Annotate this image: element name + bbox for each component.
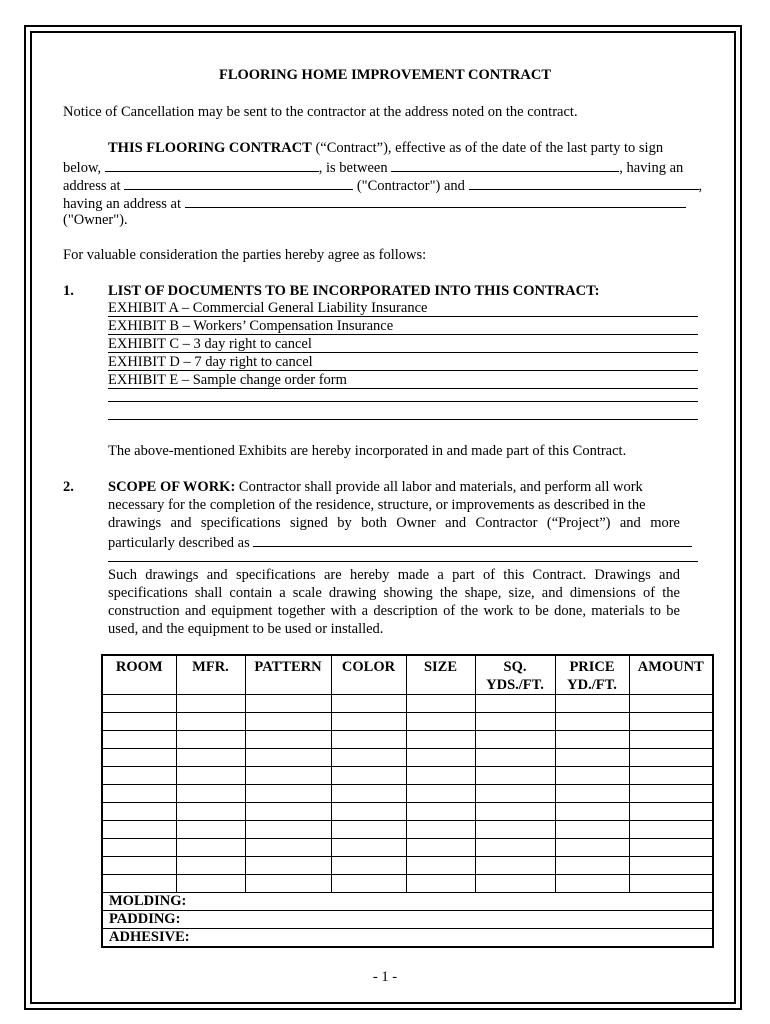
table-cell[interactable] — [555, 749, 629, 767]
header-amount: AMOUNT — [629, 655, 713, 695]
table-row — [102, 785, 713, 803]
table-cell[interactable] — [176, 839, 245, 857]
table-cell[interactable] — [176, 875, 245, 893]
table-cell[interactable] — [555, 839, 629, 857]
table-row — [102, 857, 713, 875]
table-cell[interactable] — [102, 749, 176, 767]
table-cell[interactable] — [406, 749, 475, 767]
intro-bold-lead: THIS FLOORING CONTRACT — [108, 140, 312, 156]
project-description-blank[interactable] — [253, 532, 692, 547]
table-row — [102, 875, 713, 893]
section-1-heading: LIST OF DOCUMENTS TO BE INCORPORATED INTO THIS CONTRACT: — [108, 283, 600, 299]
cancellation-notice: Notice of Cancellation may be sent to the contractor at the address noted on the contract. — [63, 104, 578, 120]
table-cell[interactable] — [629, 767, 713, 785]
table-row — [102, 803, 713, 821]
header-room: ROOM — [102, 655, 176, 695]
table-cell[interactable] — [102, 821, 176, 839]
intro-owner-address-label: having an address at — [63, 196, 185, 212]
owner-address-blank[interactable] — [185, 193, 686, 208]
drawings-paragraph: Such drawings and specifications are hereby made a part of this Contract. Drawings and specifications shall contain a scale drawing showing the shape, size, and dimensions of the construction and equipment together with a description of the work to be done, materials to be used, and the equipment to be used or installed. — [108, 567, 680, 637]
adhesive-label[interactable]: ADHESIVE: — [102, 929, 713, 948]
table-cell[interactable] — [245, 713, 331, 731]
padding-label[interactable]: PADDING: — [102, 911, 713, 929]
table-cell[interactable] — [475, 785, 555, 803]
table-cell[interactable] — [475, 875, 555, 893]
table-cell[interactable] — [331, 785, 406, 803]
table-cell[interactable] — [245, 875, 331, 893]
table-cell[interactable] — [406, 839, 475, 857]
table-row — [102, 713, 713, 731]
table-cell[interactable] — [245, 695, 331, 713]
intro-line-2 — [63, 157, 683, 177]
table-row — [102, 821, 713, 839]
table-cell[interactable] — [331, 803, 406, 821]
table-cell[interactable] — [555, 821, 629, 839]
intro-address-label: address at — [63, 178, 125, 194]
table-cell[interactable] — [406, 785, 475, 803]
header-mfr: MFR. — [176, 655, 245, 695]
table-cell[interactable] — [176, 695, 245, 713]
table-cell[interactable] — [331, 713, 406, 731]
table-cell[interactable] — [475, 857, 555, 875]
table-cell[interactable] — [245, 839, 331, 857]
section-1-number: 1. — [63, 283, 74, 299]
date-blank[interactable] — [105, 157, 319, 172]
table-cell[interactable] — [555, 767, 629, 785]
contractor-name-blank[interactable] — [391, 157, 619, 172]
exhibits-closing: The above-mentioned Exhibits are hereby incorporated in and made part of this Contract. — [108, 443, 627, 459]
table-cell[interactable] — [629, 713, 713, 731]
owner-name-blank[interactable] — [469, 175, 699, 190]
table-cell[interactable] — [331, 839, 406, 857]
table-header-row — [102, 655, 713, 695]
section-2-line-4 — [108, 532, 692, 552]
table-cell[interactable] — [555, 695, 629, 713]
table-cell[interactable] — [245, 785, 331, 803]
table-cell[interactable] — [176, 731, 245, 749]
intro-owner-label: ("Owner"). — [63, 212, 128, 228]
table-label-row-adhesive — [102, 929, 713, 948]
table-cell[interactable] — [629, 821, 713, 839]
section-2-number: 2. — [63, 479, 74, 495]
table-cell[interactable] — [406, 695, 475, 713]
table-cell[interactable] — [475, 695, 555, 713]
table-cell[interactable] — [102, 857, 176, 875]
table-cell[interactable] — [475, 731, 555, 749]
table-cell[interactable] — [555, 785, 629, 803]
exhibit-e: EXHIBIT E – Sample change order form — [108, 371, 698, 389]
table-row — [102, 731, 713, 749]
table-cell[interactable] — [406, 821, 475, 839]
table-label-row-padding — [102, 911, 713, 929]
table-cell[interactable] — [176, 857, 245, 875]
intro-line-4 — [63, 193, 686, 213]
table-cell[interactable] — [245, 767, 331, 785]
table-cell[interactable] — [102, 785, 176, 803]
table-row — [102, 749, 713, 767]
contractor-address-blank[interactable] — [124, 175, 353, 190]
page-number: - 1 - — [372, 969, 398, 985]
table-cell[interactable] — [245, 821, 331, 839]
exhibit-c: EXHIBIT C – 3 day right to cancel — [108, 335, 698, 353]
table-row — [102, 839, 713, 857]
table-cell[interactable] — [475, 839, 555, 857]
table-label-row-molding — [102, 893, 713, 911]
header-color: COLOR — [331, 655, 406, 695]
table-cell[interactable] — [102, 839, 176, 857]
table-cell[interactable] — [629, 803, 713, 821]
exhibit-blank-line-1[interactable] — [108, 401, 698, 402]
section-2-line-3: drawings and specifications signed by both Owner and Contractor (“Project”) and more — [108, 515, 680, 531]
table-cell[interactable] — [475, 767, 555, 785]
table-cell[interactable] — [406, 731, 475, 749]
table-cell[interactable] — [555, 731, 629, 749]
table-cell[interactable] — [475, 803, 555, 821]
table-cell[interactable] — [555, 857, 629, 875]
table-cell[interactable] — [176, 749, 245, 767]
table-cell[interactable] — [245, 857, 331, 875]
intro-line-1-text: (“Contract”), effective as of the date of the last party to sign — [311, 140, 664, 156]
exhibit-b: EXHIBIT B – Workers’ Compensation Insurance — [108, 317, 698, 335]
exhibit-a: EXHIBIT A – Commercial General Liability Insurance — [108, 299, 698, 317]
table-cell[interactable] — [331, 857, 406, 875]
section-2-heading: SCOPE OF WORK: — [108, 479, 236, 495]
table-cell[interactable] — [176, 785, 245, 803]
table-cell[interactable] — [406, 767, 475, 785]
exhibit-blank-line-2[interactable] — [108, 419, 698, 420]
table-cell[interactable] — [102, 767, 176, 785]
table-cell[interactable] — [406, 875, 475, 893]
table-cell[interactable] — [245, 731, 331, 749]
exhibit-d: EXHIBIT D – 7 day right to cancel — [108, 353, 698, 371]
table-cell[interactable] — [102, 713, 176, 731]
project-description-blank-2[interactable] — [108, 561, 698, 562]
table-cell[interactable] — [629, 839, 713, 857]
intro-line-1 — [108, 139, 663, 157]
consideration-text: For valuable consideration the parties hereby agree as follows: — [63, 247, 427, 263]
table-cell[interactable] — [629, 875, 713, 893]
table-cell[interactable] — [176, 821, 245, 839]
header-size: SIZE — [406, 655, 475, 695]
table-cell[interactable] — [629, 857, 713, 875]
table-cell[interactable] — [102, 731, 176, 749]
table-cell[interactable] — [406, 857, 475, 875]
intro-between-label: , is between — [318, 160, 392, 176]
table-cell[interactable] — [102, 695, 176, 713]
table-cell[interactable] — [245, 749, 331, 767]
table-cell[interactable] — [475, 821, 555, 839]
table-cell[interactable] — [176, 713, 245, 731]
table-cell[interactable] — [555, 875, 629, 893]
table-row — [102, 767, 713, 785]
section-2-line-1-text: Contractor shall provide all labor and materials, and perform all work — [235, 479, 643, 495]
table-cell[interactable] — [331, 821, 406, 839]
table-cell[interactable] — [475, 749, 555, 767]
flooring-table — [101, 654, 714, 948]
table-cell[interactable] — [331, 875, 406, 893]
table-cell[interactable] — [406, 803, 475, 821]
section-2-line-1 — [108, 478, 643, 496]
table-cell[interactable] — [331, 767, 406, 785]
table-cell[interactable] — [102, 803, 176, 821]
intro-contractor-label: ("Contractor") and — [353, 178, 469, 194]
table-cell[interactable] — [629, 749, 713, 767]
table-cell[interactable] — [629, 731, 713, 749]
header-pattern: PATTERN — [245, 655, 331, 695]
document-title: FLOORING HOME IMPROVEMENT CONTRACT — [218, 67, 552, 83]
table-cell[interactable] — [331, 749, 406, 767]
table-cell[interactable] — [331, 731, 406, 749]
table-cell[interactable] — [245, 803, 331, 821]
table-cell[interactable] — [555, 803, 629, 821]
described-as-label: particularly described as — [108, 535, 254, 551]
table-cell[interactable] — [475, 713, 555, 731]
intro-line-3 — [63, 175, 702, 195]
table-cell[interactable] — [102, 875, 176, 893]
intro-having-label: , having an — [619, 160, 684, 176]
table-cell[interactable] — [331, 695, 406, 713]
header-sq-yds-ft: SQ. YDS./FT. — [475, 655, 555, 695]
table-cell[interactable] — [629, 785, 713, 803]
table-cell[interactable] — [176, 767, 245, 785]
table-row — [102, 695, 713, 713]
table-cell[interactable] — [629, 695, 713, 713]
table-cell[interactable] — [406, 713, 475, 731]
section-2-line-2: necessary for the completion of the residence, structure, or improvements as described in the — [108, 497, 646, 513]
intro-comma: , — [698, 178, 703, 194]
header-price-yd-ft: PRICE YD./FT. — [555, 655, 629, 695]
molding-label[interactable]: MOLDING: — [102, 893, 713, 911]
intro-below-label: below, — [63, 160, 105, 176]
table-cell[interactable] — [555, 713, 629, 731]
table-cell[interactable] — [176, 803, 245, 821]
